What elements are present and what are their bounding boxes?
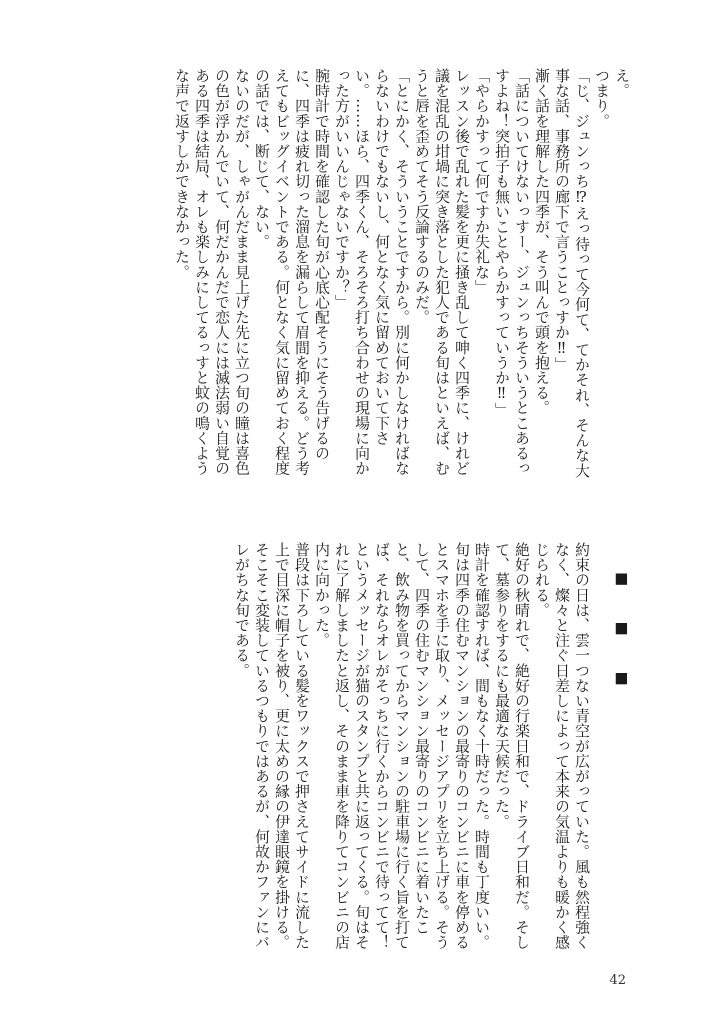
blank-line	[591, 542, 611, 962]
paragraph: 「話についてけないっすー、ジュンっちそういうとこあるっすよね！突拍子も無いことやらかすっていうか‼」	[493, 68, 530, 476]
paragraph: え。	[613, 68, 630, 99]
paragraph: 漸く話を理解した四季が、そう叫んで頭を抱える。	[533, 68, 550, 416]
paragraph: ないのだが、しゃがんだまま見上げた先に立つ旬の瞳は喜色の色が浮かんでいて、何だかんだで恋人には滅法弱い自覚のある四季は結局、オレも楽しみにしてるっすと蚊の鳴くような声で返すしかできなかった。	[173, 68, 250, 476]
paragraph: 約束の日は、雲一つない青空が広がっていた。風も然程強くなく、燦々と注ぐ日差しによって本来の気温よりも暖かく感じられる。	[533, 542, 590, 950]
paragraph: 「やらかすって何ですか失礼な」	[473, 68, 490, 295]
paragraph: つまり。	[593, 68, 610, 129]
paragraph: 「じ、ジュンっち⁉えっ待って今何て、てかそれ、そんな大事な話、事務所の廊下で言うことっすか‼」	[553, 68, 590, 478]
page-number: 42	[609, 973, 626, 988]
paragraph: 旬は四季の住むマンションの最寄りのコンビニに車を停めるとスマホを手に取り、メッセージアプリを立ち上げる。そうして、四季の住むマンション最寄りのコンビニに着いたこと、飲み物を買ってからマンションの駐車場に行く旨を打てば、それならオレがそっちに行くからコンビニで待ってて！というメッセージが猫のスタンプと共に返ってくる。旬はそれに了解しましたと返し、そのまま車を降りてコンビニの店内に向かった。	[313, 542, 470, 950]
paragraph: 普段は下ろしている髪をワックスで押さえてサイドに流した上で目深に帽子を被り、更に太めの縁の伊達眼鏡を掛ける。	[273, 542, 310, 950]
lower-text-block	[231, 542, 631, 962]
paragraph: 腕時計で時間を確認した旬が心底心配そうにそう告げるのに、四季は疲れ切った溜息を漏らして眉間を抑える。どう考えてもビッグイベントである。何となく気に留めておく程度の話では、断じて、ない。	[253, 68, 330, 476]
paragraph: 「とにかく、そういうことですから。別に何かしなければならないわけでもないし、何となく気に留めておいて下さい。……ほら、四季くん、そろそろ打ち合わせの現場に向かった方がいいんじゃないですか？」	[333, 68, 410, 476]
paragraph: 時計を確認すれば、間もなく十時だった。時間も丁度いい。	[473, 542, 490, 950]
scene-break: ■ ■ ■	[613, 570, 630, 701]
paragraph: レッスン後で乱れた髪を更に掻き乱して呻く四季に、けれど議を混乱の坩堝に突き落とした犯人である旬はといえば、むうと唇を歪めてそう反論するのみだ。	[413, 68, 470, 476]
paragraph: 絶好の秋晴れで、絶好の行楽日和で、ドライブ日和だ。そして、墓参りをするにも最適な天候だった。	[493, 542, 530, 950]
paragraph: そこそこ変装しているつもりではあるが、何故かファンにバレがちな旬である。	[233, 542, 270, 950]
upper-text-block	[171, 68, 631, 488]
